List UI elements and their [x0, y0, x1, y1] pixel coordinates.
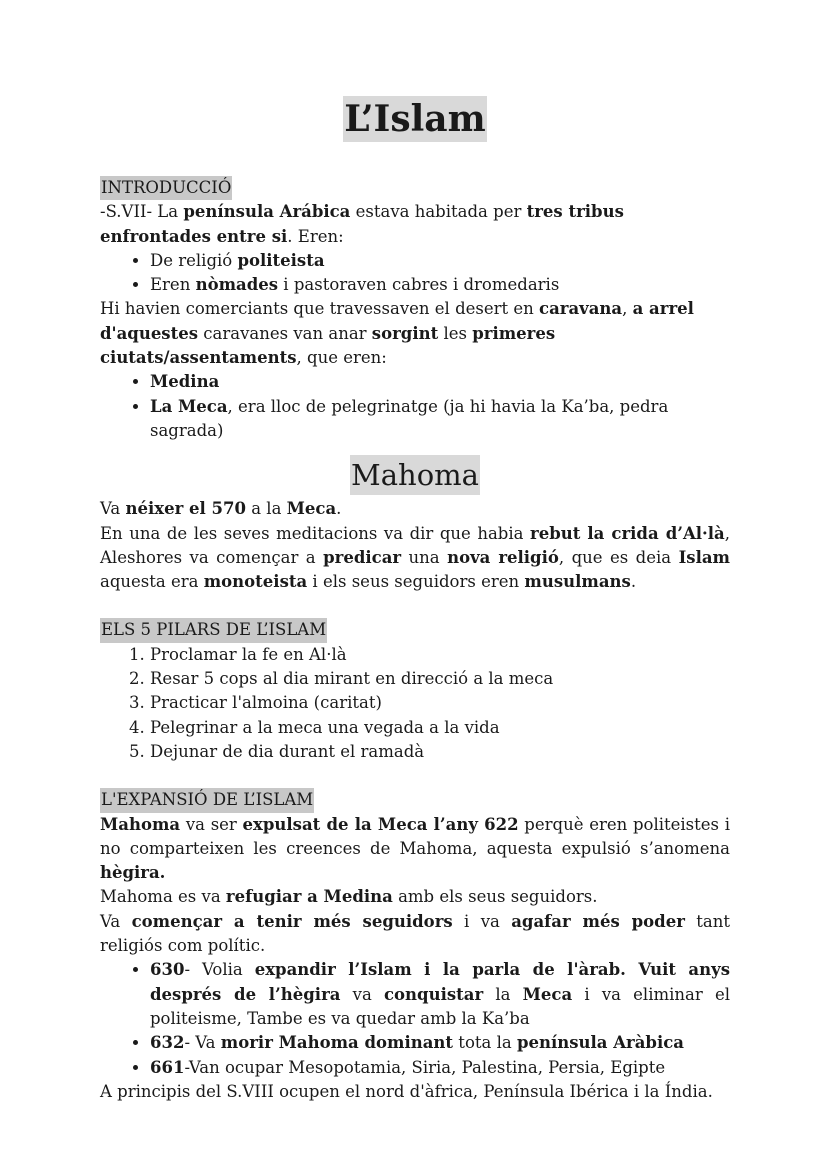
bold-run: agafar més poder: [511, 911, 685, 931]
bold-run: caravana: [539, 299, 623, 319]
bold-run: monoteista: [203, 572, 308, 592]
bold-run: politeista: [237, 250, 325, 270]
mahoma-section: [100, 497, 730, 594]
list-item: [150, 395, 730, 444]
pilars-heading: ELS 5 PILARS DE L’ISLAM: [100, 618, 327, 642]
mahoma-heading: Mahoma: [350, 455, 480, 495]
text-run: De religió: [150, 250, 238, 270]
pilars-section: [100, 618, 730, 764]
bold-run: musulmans: [524, 572, 631, 592]
list-item: 3. Practicar l'almoina (caritat): [150, 691, 730, 715]
mahoma-heading-block: [100, 455, 730, 495]
text-run: En una de les seves meditacions va dir que habia: [100, 523, 531, 543]
text-run: la: [483, 984, 523, 1004]
text-run: i els seus seguidors eren: [307, 572, 525, 592]
text-run: Va: [100, 911, 132, 931]
bold-run: primeres ciutats/assentaments: [100, 323, 556, 368]
list-item: 2. Resar 5 cops al dia mirant en direcció a la meca: [150, 667, 730, 691]
text-run: caravanes van anar: [198, 323, 372, 343]
list-item: [150, 273, 730, 297]
text-run: aquesta era: [100, 572, 204, 592]
text-run: , que eren:: [296, 348, 387, 368]
bold-run: Meca: [522, 984, 573, 1004]
bold-run: refugiar a Medina: [225, 887, 393, 907]
bold-run: nova religió: [447, 547, 559, 567]
text-run: tant religiós com polític.: [100, 911, 731, 956]
text-run: Hi havien comerciants que travessaven el desert en: [100, 299, 540, 319]
text-run: -Van ocupar Mesopotamia, Siria, Palestina, Persia, Egipte: [184, 1057, 666, 1077]
bold-run: morir Mahoma dominant: [220, 1033, 454, 1053]
text-run: i va: [452, 911, 512, 931]
intro-list-2: [100, 370, 730, 443]
text-run: . Eren:: [287, 226, 344, 246]
text-run: les: [438, 323, 473, 343]
bold-run: començar a tenir més seguidors: [131, 911, 453, 931]
text-run: a la: [245, 499, 287, 519]
text-run: - Volia: [184, 960, 255, 980]
intro-list-1: [100, 249, 730, 298]
text-run: .: [630, 572, 637, 592]
bold-run: sorgint: [371, 323, 439, 343]
intro-paragraph-1: [100, 200, 730, 249]
intro-paragraph-2: [100, 297, 730, 370]
expansio-paragraph-2: [100, 885, 730, 909]
page-title: L’Islam: [344, 98, 486, 140]
list-item: [150, 370, 730, 394]
bold-run: rebut la crida d’Al·là: [530, 523, 725, 543]
text-run: i va eliminar el politeisme, Tambe es va quedar amb la Ka’ba: [150, 984, 730, 1028]
bold-run: 630: [150, 960, 185, 980]
expansio-paragraph-3: [100, 910, 730, 959]
text-run: Va: [100, 499, 126, 519]
expansio-section: [100, 788, 730, 1104]
bold-run: expulsat de la Meca l’any 622: [242, 814, 519, 834]
title-block: [100, 96, 730, 142]
list-item: [150, 1031, 730, 1055]
bold-run: Medina: [150, 372, 220, 392]
bold-run: tres tribus enfrontades entre si: [100, 202, 624, 246]
bold-run: península Aràbica: [516, 1033, 684, 1053]
list-item: [150, 249, 730, 273]
bold-run: Mahoma: [100, 814, 181, 834]
text-run: amb els seus seguidors.: [392, 887, 598, 907]
list-item: 4. Pelegrinar a la meca una vegada a la vida: [150, 716, 730, 740]
intro-heading: INTRODUCCIÓ: [100, 176, 232, 200]
text-run: -S.VII- La: [100, 202, 184, 222]
list-item: [150, 1056, 730, 1080]
text-run: Eren: [150, 275, 196, 295]
text-run: una: [401, 547, 448, 567]
text-run: - Va: [184, 1033, 221, 1053]
text-run: ,: [622, 299, 633, 319]
bold-run: conquistar: [384, 984, 484, 1004]
text-run: Mahoma es va: [100, 887, 226, 907]
list-item: [150, 958, 730, 1031]
text-run: estava habitada per: [350, 202, 527, 222]
bold-run: península Arábica: [183, 202, 351, 222]
text-run: va: [340, 984, 384, 1004]
bold-run: néixer el 570: [125, 499, 246, 519]
bold-run: nòmades: [195, 275, 279, 295]
text-run: va ser: [180, 814, 243, 834]
list-item: 1. Proclamar la fe en Al·là: [150, 643, 730, 667]
expansio-paragraph-1: [100, 813, 730, 886]
expansio-heading: L'EXPANSIÓ DE L’ISLAM: [100, 788, 314, 812]
pilars-list: [100, 643, 730, 764]
bold-run: 661: [150, 1057, 185, 1077]
intro-section: [100, 176, 730, 443]
mahoma-paragraph-2: [100, 522, 730, 595]
expansio-paragraph-4: A principis del S.VIII ocupen el nord d'àfrica, Península Ibérica i la Índia.: [100, 1081, 713, 1101]
text-run: i pastoraven cabres i dromedaris: [278, 275, 560, 295]
bold-run: predicar: [323, 547, 402, 567]
bold-run: Islam: [678, 547, 731, 567]
mahoma-paragraph-1: [100, 497, 730, 521]
text-run: , Aleshores va començar a: [100, 523, 730, 567]
list-item: 5. Dejunar de dia durant el ramadà: [150, 740, 730, 764]
text-run: .: [336, 499, 342, 519]
text-run: , que es deia: [558, 547, 679, 567]
text-run: perquè eren politeistes i no comparteixen les creences de Mahoma, aquesta expulsió s’anomena: [100, 814, 731, 858]
bold-run: hègira.: [100, 863, 166, 883]
bold-run: La Meca: [150, 396, 228, 416]
spacer: [100, 594, 730, 618]
text-run: tota la: [453, 1033, 517, 1053]
spacer: [100, 764, 730, 788]
bold-run: Meca: [286, 499, 337, 519]
expansio-list: [100, 958, 730, 1079]
bold-run: expandir l’Islam i la parla de l'àrab. Vuit anys després de l’hègira: [150, 960, 730, 1004]
bold-run: a arrel d'aquestes: [100, 299, 694, 343]
text-run: , era lloc de pelegrinatge (ja hi havia la Ka’ba, pedra sagrada): [150, 396, 669, 440]
bold-run: 632: [150, 1033, 185, 1053]
